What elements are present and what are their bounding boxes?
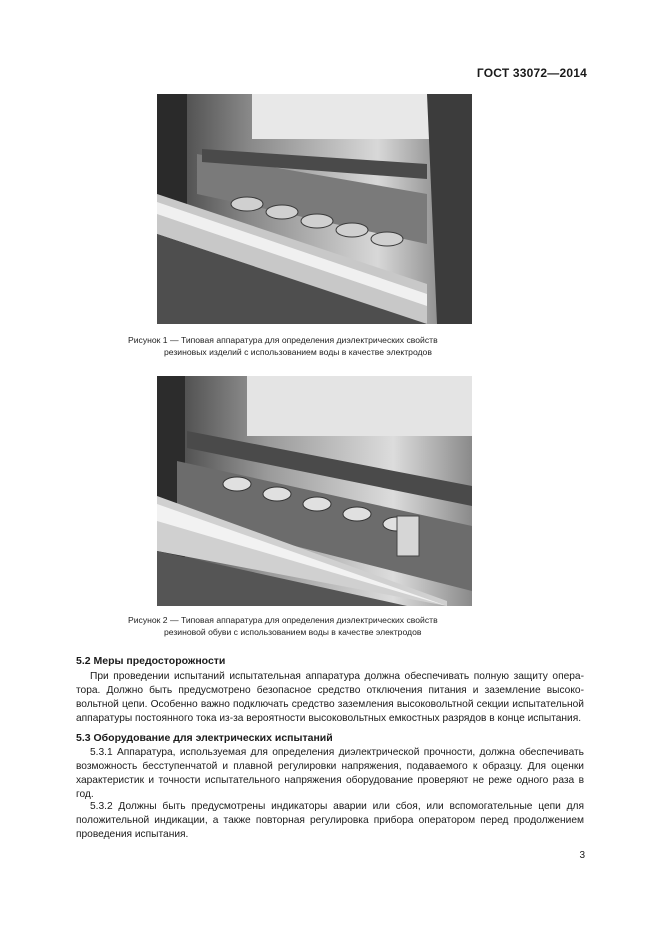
section-5-3-title: 5.3 Оборудование для электрических испытаний <box>76 732 333 744</box>
figure-2-caption-line-1: Рисунок 2 — Типовая аппаратура для определения диэлектрических свойств <box>128 615 438 625</box>
figure-1-caption-line-2: резиновых изделий с использованием воды в качестве электродов <box>164 347 432 357</box>
figure-1-caption-line-1: Рисунок 1 — Типовая аппаратура для определения диэлектрических свойств <box>128 335 438 345</box>
standard-number: ГОСТ 33072—2014 <box>476 66 587 80</box>
figure-2-photo <box>157 376 472 606</box>
section-5-3-1-text: 5.3.1 Аппаратура, используемая для определения диэлектрической прочности, должна обеспечивать возможность бесступенчатой и плавной регулировки напряжения, подаваемого к образцу. Для оценки характеристик и точности испытательного напряжения оборудование проверяют не реже одного раза в год. <box>76 747 584 800</box>
section-5-2-text: При проведении испытаний испытательная аппаратура должна обеспечивать полную защиту оператора. Должно быть предусмотрено безопасное средство отключения питания и заземление высоковольтной цепи. Особенно важно подключать средство заземления высоковольтной секции испытательной аппаратуры постоянного тока из-за вероятности высоковольтных емкостных разрядов в конце испытания. <box>76 671 584 724</box>
figure-2-caption-line-2: резиновой обуви с использованием воды в качестве электродов <box>164 627 422 637</box>
figure-1-caption <box>128 334 548 358</box>
section-5-3-2-text: 5.3.2 Должны быть предусмотрены индикаторы аварии или сбоя, или вспомогательные цепи для положительной индикации, а также повторная регулировка прибора оператором перед продолжением проведения испытания. <box>76 801 584 840</box>
figure-1-photo <box>157 94 472 324</box>
figure-2-caption <box>128 614 548 638</box>
section-5-2-title: 5.2 Меры предосторожности <box>76 655 226 667</box>
page-number: 3 <box>579 850 585 861</box>
